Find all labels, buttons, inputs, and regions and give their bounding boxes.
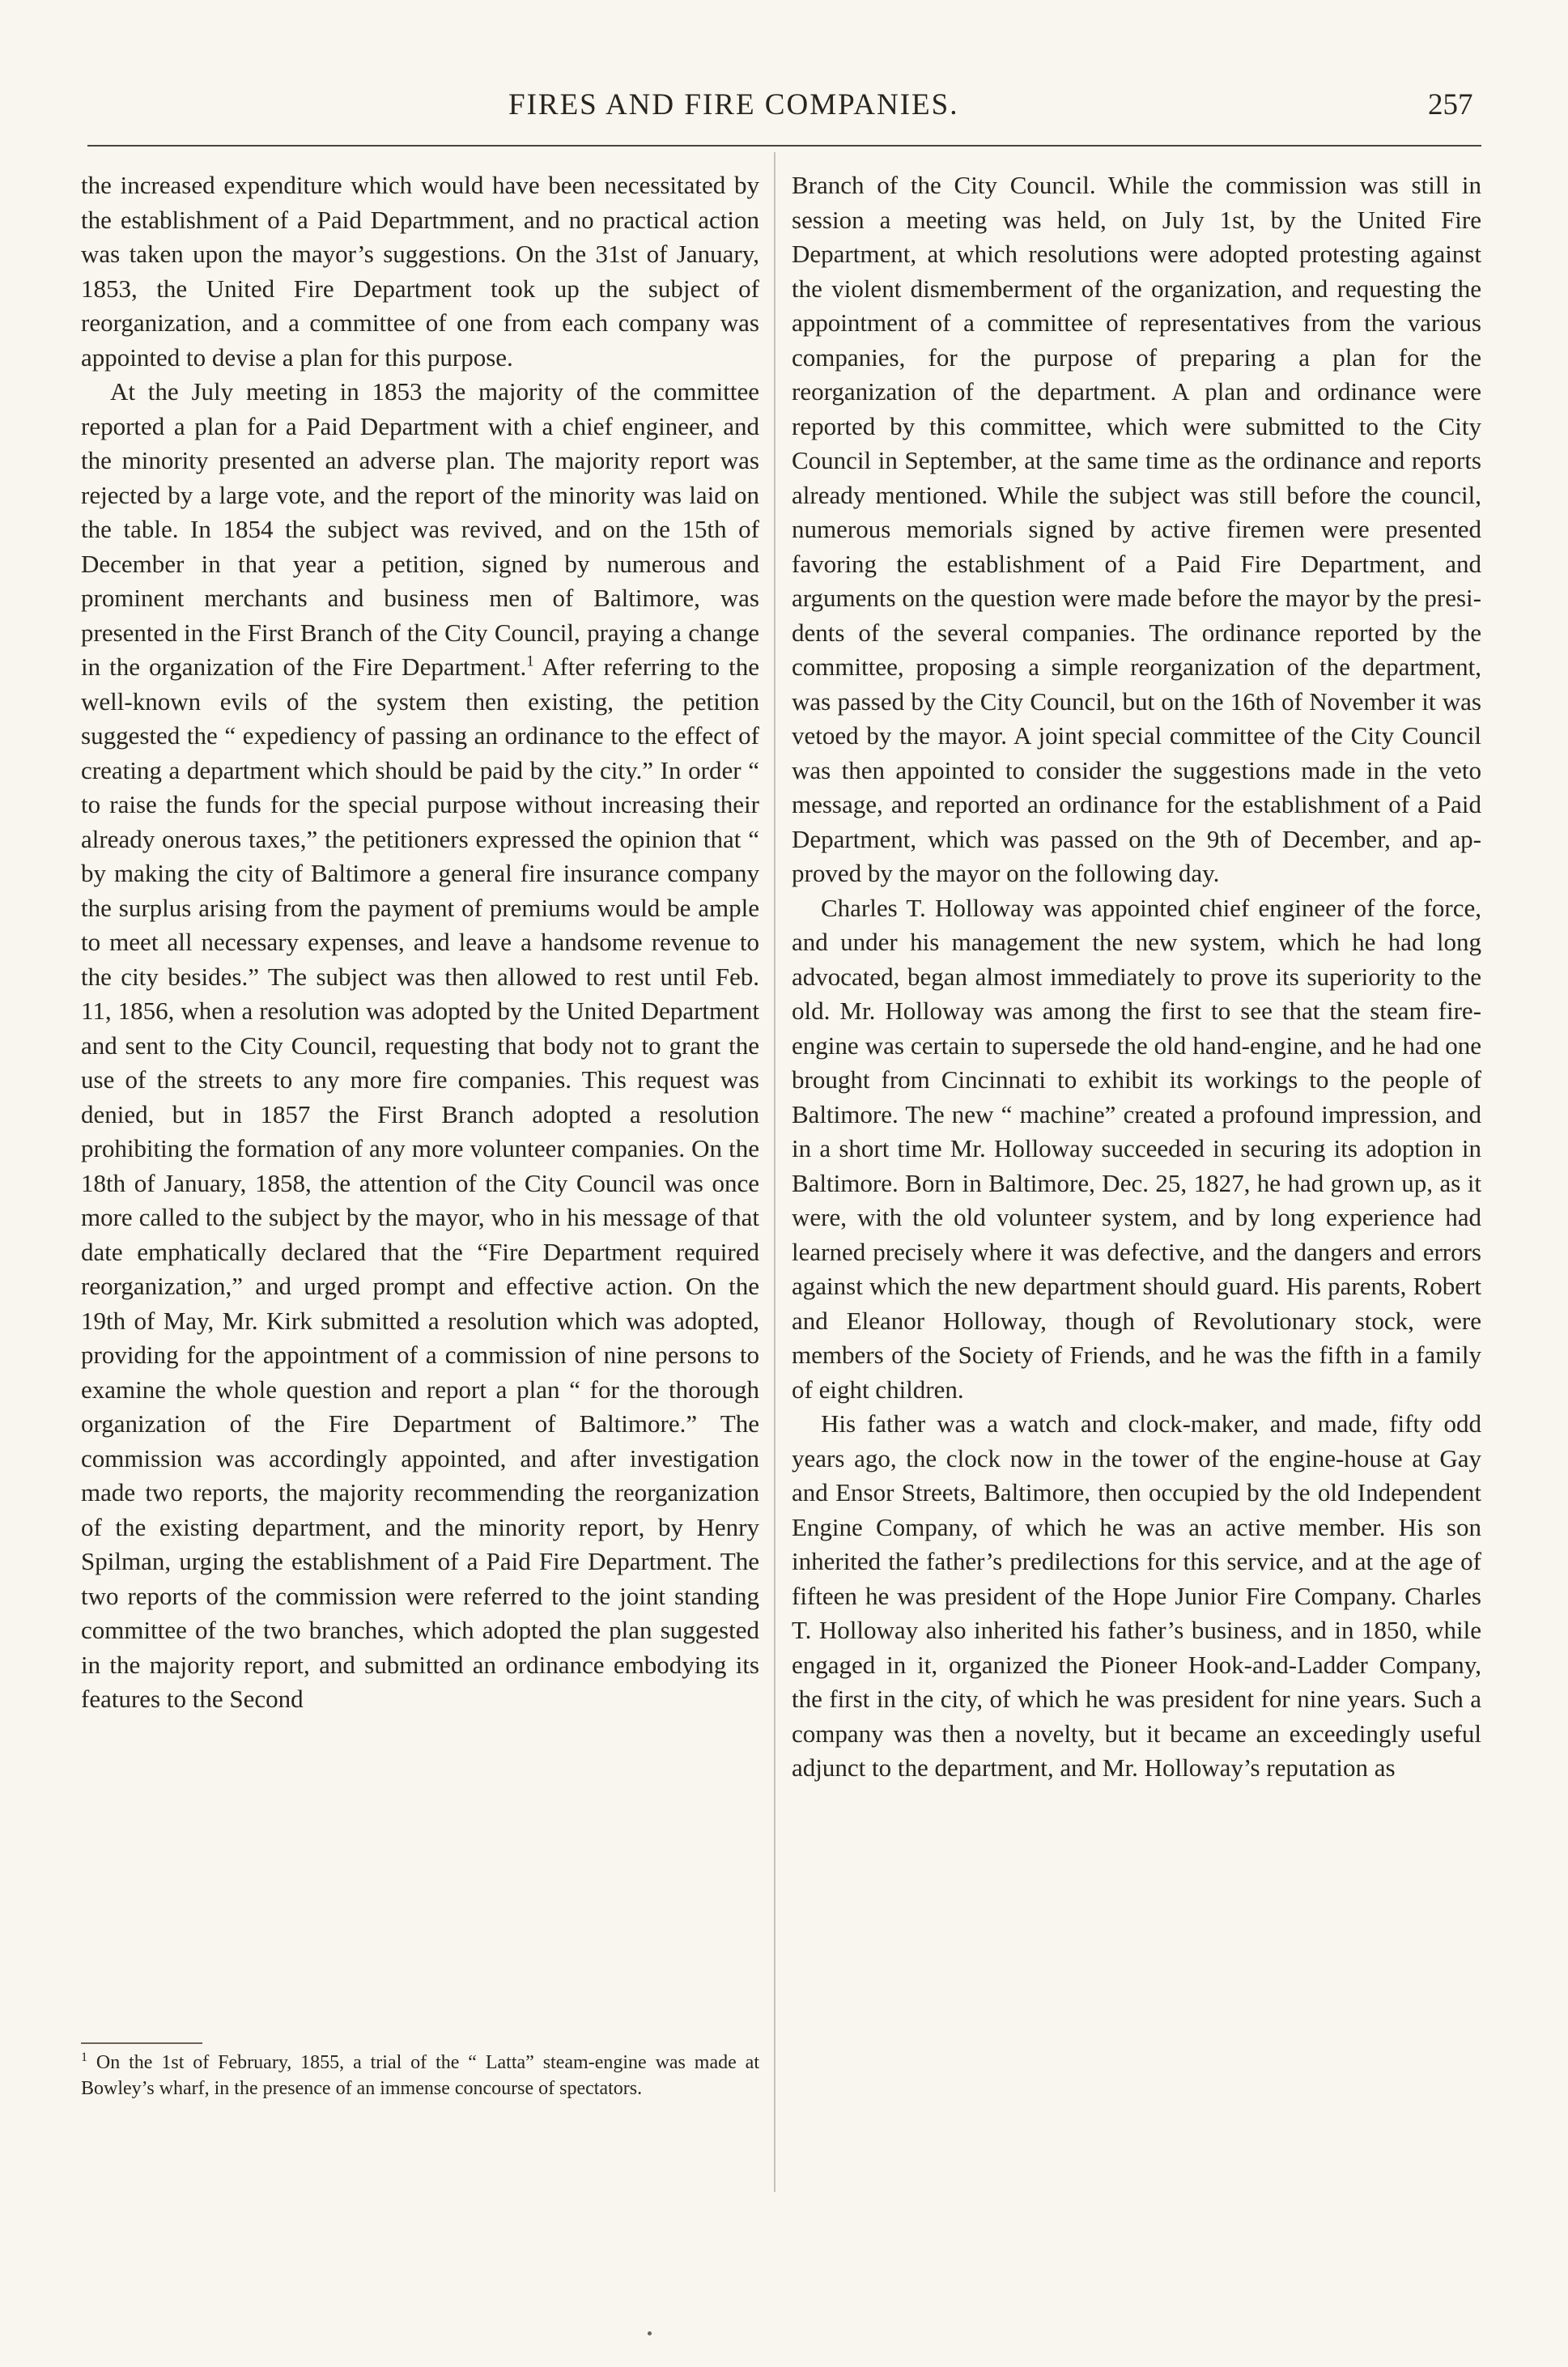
footnote-text: On the 1st of February, 1855, a trial of the “ Latta” steam-engine was made at Bowley’s wharf, in the presence of an immense concourse of spectators.	[81, 2052, 759, 2099]
paragraph-text-continued: After referring to the well-known evils of the system then existing, the petition suggested the “ expediency of passing an ordinance to the effect of creating a department which should be paid by the city.” In order “ to raise the funds for the special purpose without increasing their already onerous taxes,” the petitioners expressed the opinion that “ by making the city of Baltimore a general fire insurance company the surplus arising from the payment of premiums would be ample to meet all necessary expenses, and leave a handsome revenue to the city besides.” The subject was then allowed to rest until Feb. 11, 1856, when a resolution was adopted by the United Department and sent to the City Council, requesting that body not to grant the use of the streets to any more fire companies. This request was denied, but in 1857 the First Branch adopted a resolution prohibiting the formation of any more volunteer companies. On the 18th of January, 1858, the attention of the City Council was once more called to the subject by the mayor, who in his message of that date emphatically declared that the “Fire Department required reorganization,” and urged prompt and effective action. On the 19th of May, Mr. Kirk submitted a resolution which was adopted, providing for the appointment of a commission of nine persons to examine the whole question and report a plan “ for the thorough organization of the Fire Department of Baltimore.” The commission was accordingly appointed, and after investigation made two reports, the majority recommending the reorganization of the existing department, and the minority report, by Henry Spilman, urging the establishment of a Paid Fire Department. The two reports of the commission were referred to the joint standing committee of the two branches, which adopted the plan suggested in the majority report, and submitted an ordinance embodying its features to the Second	[81, 652, 759, 1713]
paragraph-text: At the July meeting in 1853 the majority of the committee reported a plan for a Paid Department with a chief engineer, and the minority presented an adverse plan. The majority report was rejected by a large vote, and the report of the minority was laid on the table. In 1854 the subject was revived, and on the 15th of December in that year a petition, signed by numerous and prominent merchants and business men of Baltimore, was presented in the First Branch of the City Council, praying a change in the organization of the Fire Department.	[81, 377, 759, 681]
page-number: 257	[1428, 88, 1473, 121]
paragraph: Branch of the City Council. While the commission was still in session a meeting was held, on July 1st, by the United Fire Department, at which resolutions were adopted protesting against the violent dismemberment of the organization, and requesting the appointment of a committee of representatives from the various companies, for the purpose of preparing a plan for the reorganization of the department. A plan and ordinance were reported by this committee, which were submitted to the City Council in September, at the same time as the ordinance and reports already mentioned. While the subject was still before the council, numerous memorials signed by active firemen were presented favoring the establishment of a Paid Fire Department, and arguments on the question were made before the mayor by the presidents of the several companies. The ordinance reported by the committee, proposing a simple reorganization of the department, was passed by the City Council, but on the 16th of November it was vetoed by the mayor. A joint special committee of the City Council was then appointed to consider the suggestions made in the veto message, and reported an ordinance for the establishment of a Paid Department, which was passed on the 9th of December, and approved by the mayor on the following day.	[792, 171, 1481, 887]
paragraph	[81, 375, 759, 1717]
left-column	[81, 168, 759, 1717]
footnote	[81, 2050, 759, 2101]
print-mark	[648, 2331, 652, 2335]
running-head: FIRES AND FIRE COMPANIES.	[508, 88, 959, 121]
footnote-marker: 1	[81, 2050, 87, 2064]
page-header	[0, 87, 1568, 136]
column-divider	[774, 152, 776, 2192]
footnote-rule	[81, 2042, 202, 2044]
header-rule	[87, 145, 1481, 147]
paragraph: His father was a watch and clock-maker, and made, fifty odd years ago, the clock now in the tower of the engine-house at Gay and Ensor Streets, Baltimore, then occupied by the old Independent Engine Company, of which he was an active member. His son inherited the father’s predilections for this service, and at the age of fifteen he was president of the Hope Junior Fire Company. Charles T. Holloway also inherited his father’s business, and in 1850, while engaged in it, organized the Pioneer Hook-and-Ladder Company, the first in the city, of which he was president for nine years. Such a company was then a novelty, but it became an exceedingly useful adjunct to the department, and Mr. Holloway’s reputation as	[792, 1409, 1481, 1782]
paragraph: the increased expenditure which would have been necessitated by the establishment of a Paid Departmment, and no practical action was taken upon the mayor’s suggestions. On the 31st of January, 1853, the United Fire Department took up the subject of reorganization, and a committee of one from each company was appointed to devise a plan for this purpose.	[81, 171, 759, 372]
footnote-reference: 1	[526, 652, 534, 670]
right-column	[792, 168, 1481, 1786]
paragraph: Charles T. Holloway was appointed chief engineer of the force, and under his management the new system, which he had long advocated, began almost immediately to prove its superiority to the old. Mr. Holloway was among the first to see that the steam fire-engine was certain to supersede the old hand-engine, and he had one brought from Cincinnati to exhibit its workings to the people of Baltimore. The new “ machine” created a profound impression, and in a short time Mr. Holloway succeeded in securing its adoption in Baltimore. Born in Baltimore, Dec. 25, 1827, he had grown up, as it were, with the old volunteer system, and by long experience had learned precisely where it was defective, and the dangers and errors against which the new department should guard. His parents, Robert and Eleanor Holloway, though of Revolutionary stock, were members of the Society of Friends, and he was the fifth in a family of eight children.	[792, 893, 1481, 1404]
